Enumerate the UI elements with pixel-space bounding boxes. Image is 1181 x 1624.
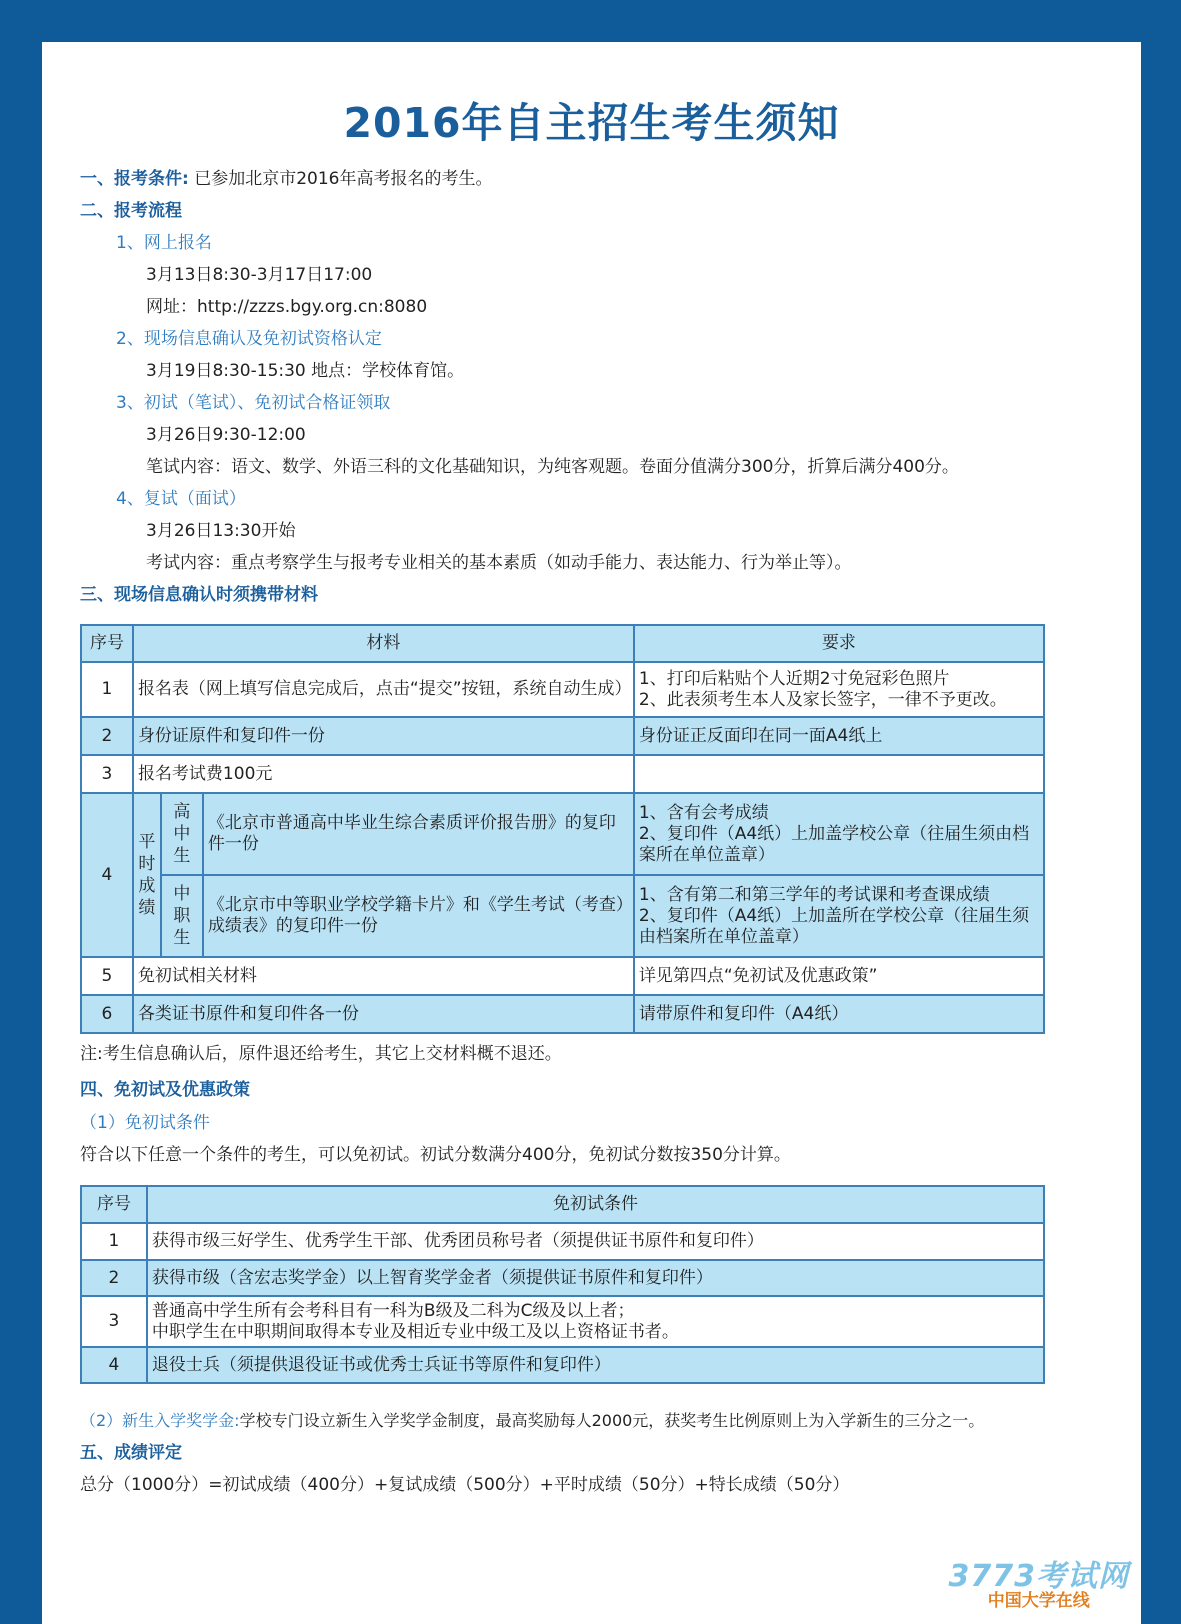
- row-no: 1: [81, 1223, 147, 1260]
- site-watermark: [948, 1559, 1130, 1611]
- row-no: 3: [81, 755, 133, 793]
- section-1: [80, 168, 492, 190]
- header-no: 序号: [81, 625, 133, 662]
- header-condition: 免初试条件: [147, 1186, 1044, 1223]
- header-material: 材料: [133, 625, 634, 662]
- step-4-content: 考试内容：重点考察学生与报考专业相关的基本素质（如动手能力、表达能力、行为举止等）。: [146, 553, 852, 573]
- row-requirement: [634, 793, 1044, 875]
- row-requirement: 身份证正反面印在同一面A4纸上: [634, 717, 1044, 755]
- step-4-title: 4、复试（面试）: [116, 489, 246, 509]
- table-row: [81, 717, 1044, 755]
- section-4-heading: 四、免初试及优惠政策: [80, 1080, 250, 1100]
- section-3-heading: 三、现场信息确认时须携带材料: [80, 585, 318, 605]
- page-title: 2016年自主招生考生须知: [343, 99, 840, 147]
- row-requirement: [634, 875, 1044, 957]
- requirement-line: 1、含有会考成绩: [638, 802, 769, 823]
- table-row: [81, 1223, 1044, 1260]
- scholarship-line: [80, 1410, 984, 1432]
- row-material: 《北京市中等职业学校学籍卡片》和《学生考试（考查）成绩表》的复印件一份: [203, 875, 634, 957]
- watermark-logo: 3773考试网: [948, 1559, 1129, 1594]
- requirement-line: 2、复印件（A4纸）上加盖所在学校公章（往届生须由档案所在单位盖章）: [638, 905, 1030, 947]
- condition-line: 中职学生在中职期间取得本专业及相近专业中级工及以上资格证书者。: [151, 1321, 679, 1342]
- header-requirement: 要求: [634, 625, 1044, 662]
- watermark-caption: 中国大学在线: [987, 1591, 1090, 1611]
- table-row: [81, 875, 1044, 957]
- step-4-time: 3月26日13:30开始: [146, 521, 296, 541]
- notice-page: [42, 42, 1141, 1624]
- row-no: 2: [81, 1260, 147, 1296]
- table-row: [81, 1260, 1044, 1296]
- row-material: 《北京市普通高中毕业生综合素质评价报告册》的复印件一份: [203, 793, 634, 875]
- row-material: 各类证书原件和复印件各一份: [133, 995, 634, 1033]
- exempt-table: [80, 1185, 1045, 1384]
- row-requirement: 详见第四点“免初试及优惠政策”: [634, 957, 1044, 995]
- row-no: 5: [81, 957, 133, 995]
- table-row: [81, 793, 1044, 875]
- row-no: 4: [81, 793, 133, 957]
- student-type-highschool: 高 中 生: [161, 793, 203, 875]
- section-5-heading: 五、成绩评定: [80, 1443, 182, 1463]
- section-1-heading: 一、报考条件:: [80, 169, 189, 189]
- materials-table: [80, 624, 1045, 1034]
- materials-note: 注:考生信息确认后，原件退还给考生，其它上交材料概不退还。: [80, 1044, 562, 1064]
- score-formula: 总分（1000分）=初试成绩（400分）+复试成绩（500分）+平时成绩（50分）+特长成绩（50分）: [80, 1475, 850, 1495]
- condition-line: 普通高中学生所有会考科目有一科为B级及二科为C级及以上者；: [151, 1300, 635, 1321]
- row-no: 1: [81, 662, 133, 717]
- row-material: 报名考试费100元: [133, 755, 634, 793]
- scholarship-title: （2）新生入学奖学金:: [80, 1411, 240, 1430]
- scholarship-text: 学校专门设立新生入学奖学金制度，最高奖励每人2000元，获奖考生比例原则上为入学新生的三分之一。: [239, 1411, 985, 1430]
- student-type-vocational: 中 职 生: [161, 875, 203, 957]
- table-header-row: [81, 625, 1044, 662]
- section-1-text: 已参加北京市2016年高考报名的考生。: [194, 169, 493, 189]
- row-material: 身份证原件和复印件一份: [133, 717, 634, 755]
- regular-score-label: 平 时 成 绩: [133, 793, 161, 957]
- row-requirement: 请带原件和复印件（A4纸）: [634, 995, 1044, 1033]
- step-2-title: 2、现场信息确认及免初试资格认定: [116, 329, 382, 349]
- step-2-time: 3月19日8:30-15:30 地点：学校体育馆。: [146, 361, 465, 381]
- row-condition: 退役士兵（须提供退役证书或优秀士兵证书等原件和复印件）: [147, 1347, 1044, 1383]
- row-condition: [147, 1296, 1044, 1347]
- table-row: [81, 1296, 1044, 1347]
- section-2-heading: 二、报考流程: [80, 201, 182, 221]
- step-3-content: 笔试内容：语文、数学、外语三科的文化基础知识，为纯客观题。卷面分值满分300分，折算后满分400分。: [146, 457, 959, 477]
- row-material: 报名表（网上填写信息完成后，点击“提交”按钮，系统自动生成）: [133, 662, 634, 717]
- row-no: 4: [81, 1347, 147, 1383]
- requirement-line: 2、此表须考生本人及家长签字，一律不予更改。: [638, 689, 1007, 710]
- table-row: [81, 1347, 1044, 1383]
- step-1-url: 网址：http://zzzs.bgy.org.cn:8080: [146, 297, 428, 317]
- table-row: [81, 755, 1044, 793]
- row-no: 3: [81, 1296, 147, 1347]
- step-1-title: 1、网上报名: [116, 233, 212, 253]
- requirement-line: 1、打印后粘贴个人近期2寸免冠彩色照片: [638, 668, 950, 689]
- header-no: 序号: [81, 1186, 147, 1223]
- step-3-title: 3、初试（笔试）、免初试合格证领取: [116, 393, 391, 413]
- table-row: [81, 995, 1044, 1033]
- table-row: [81, 662, 1044, 717]
- table-header-row: [81, 1186, 1044, 1223]
- row-requirement: [634, 662, 1044, 717]
- step-1-time: 3月13日8:30-3月17日17:00: [146, 265, 373, 285]
- row-material: 免初试相关材料: [133, 957, 634, 995]
- row-no: 2: [81, 717, 133, 755]
- row-requirement: [634, 755, 1044, 793]
- table-row: [81, 957, 1044, 995]
- requirement-line: 1、含有第二和第三学年的考试课和考查课成绩: [638, 884, 990, 905]
- requirement-line: 2、复印件（A4纸）上加盖学校公章（往届生须由档案所在单位盖章）: [638, 823, 1030, 865]
- exempt-conditions-title: （1）免初试条件: [80, 1113, 210, 1133]
- exempt-intro: 符合以下任意一个条件的考生，可以免初试。初试分数满分400分，免初试分数按350分计算。: [80, 1145, 791, 1165]
- step-3-time: 3月26日9:30-12:00: [146, 425, 306, 445]
- row-condition: 获得市级三好学生、优秀学生干部、优秀团员称号者（须提供证书原件和复印件）: [147, 1223, 1044, 1260]
- row-condition: 获得市级（含宏志奖学金）以上智育奖学金者（须提供证书原件和复印件）: [147, 1260, 1044, 1296]
- row-no: 6: [81, 995, 133, 1033]
